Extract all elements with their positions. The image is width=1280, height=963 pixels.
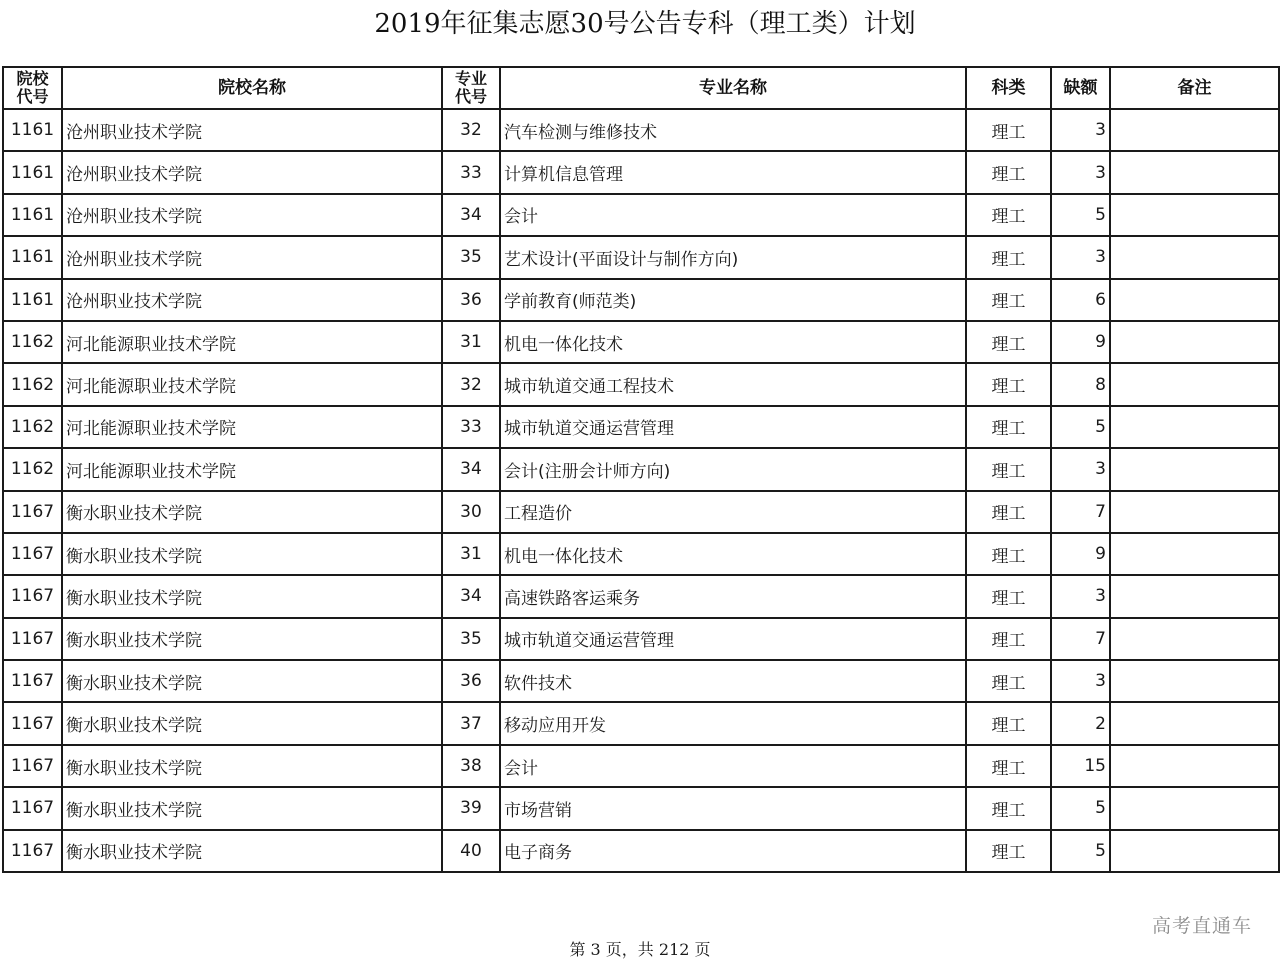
table-row — [3, 194, 1279, 236]
cell-note — [1110, 194, 1279, 236]
cell-major-name: 会计(注册会计师方向) — [500, 448, 966, 490]
cell-major-code: 33 — [442, 151, 500, 193]
cell-quota: 3 — [1051, 236, 1110, 278]
table-row — [3, 109, 1279, 151]
cell-school-code: 1167 — [3, 787, 62, 829]
table-row — [3, 533, 1279, 575]
cell-major-name: 高速铁路客运乘务 — [500, 575, 966, 617]
cell-school-name: 衡水职业技术学院 — [62, 702, 442, 744]
cell-school-name: 衡水职业技术学院 — [62, 830, 442, 872]
cell-quota: 8 — [1051, 363, 1110, 405]
cell-category: 理工 — [966, 448, 1051, 490]
cell-school-name: 衡水职业技术学院 — [62, 575, 442, 617]
cell-major-code: 34 — [442, 575, 500, 617]
table-row — [3, 321, 1279, 363]
cell-major-code: 34 — [442, 448, 500, 490]
cell-major-name: 会计 — [500, 194, 966, 236]
header-major-code — [442, 67, 500, 109]
cell-note — [1110, 830, 1279, 872]
table-row — [3, 491, 1279, 533]
header-major-code-line2: 代号 — [454, 87, 487, 106]
cell-category: 理工 — [966, 618, 1051, 660]
table-row — [3, 575, 1279, 617]
cell-quota: 9 — [1051, 533, 1110, 575]
cell-major-code: 39 — [442, 787, 500, 829]
cell-quota: 5 — [1051, 830, 1110, 872]
cell-category: 理工 — [966, 745, 1051, 787]
cell-major-name: 汽车检测与维修技术 — [500, 109, 966, 151]
cell-school-code: 1162 — [3, 448, 62, 490]
cell-note — [1110, 448, 1279, 490]
cell-school-code: 1167 — [3, 575, 62, 617]
header-note: 备注 — [1110, 67, 1279, 109]
cell-quota: 7 — [1051, 618, 1110, 660]
header-major-name: 专业名称 — [500, 67, 966, 109]
cell-category: 理工 — [966, 830, 1051, 872]
cell-quota: 3 — [1051, 575, 1110, 617]
cell-category: 理工 — [966, 660, 1051, 702]
cell-category: 理工 — [966, 406, 1051, 448]
cell-major-code: 35 — [442, 618, 500, 660]
table-row — [3, 406, 1279, 448]
cell-note — [1110, 363, 1279, 405]
cell-major-name: 工程造价 — [500, 491, 966, 533]
cell-major-name: 软件技术 — [500, 660, 966, 702]
cell-major-name: 学前教育(师范类) — [500, 279, 966, 321]
cell-major-name: 会计 — [500, 745, 966, 787]
cell-category: 理工 — [966, 151, 1051, 193]
cell-category: 理工 — [966, 321, 1051, 363]
cell-note — [1110, 702, 1279, 744]
cell-school-name: 衡水职业技术学院 — [62, 618, 442, 660]
cell-note — [1110, 533, 1279, 575]
table-body — [3, 109, 1279, 872]
cell-major-code: 30 — [442, 491, 500, 533]
cell-category: 理工 — [966, 279, 1051, 321]
page-footer: 第 3 页，共 212 页 — [569, 940, 711, 959]
cell-major-code: 31 — [442, 321, 500, 363]
cell-quota: 5 — [1051, 787, 1110, 829]
cell-note — [1110, 236, 1279, 278]
cell-category: 理工 — [966, 236, 1051, 278]
cell-school-code: 1167 — [3, 618, 62, 660]
cell-school-name: 河北能源职业技术学院 — [62, 448, 442, 490]
cell-major-code: 31 — [442, 533, 500, 575]
cell-major-code: 33 — [442, 406, 500, 448]
cell-quota: 15 — [1051, 745, 1110, 787]
cell-note — [1110, 787, 1279, 829]
header-quota: 缺额 — [1051, 67, 1110, 109]
table-row — [3, 830, 1279, 872]
cell-school-code: 1162 — [3, 406, 62, 448]
cell-major-name: 艺术设计(平面设计与制作方向) — [500, 236, 966, 278]
cell-note — [1110, 406, 1279, 448]
cell-note — [1110, 575, 1279, 617]
cell-note — [1110, 151, 1279, 193]
cell-school-name: 沧州职业技术学院 — [62, 236, 442, 278]
cell-school-code: 1161 — [3, 151, 62, 193]
cell-school-code: 1161 — [3, 194, 62, 236]
cell-quota: 3 — [1051, 448, 1110, 490]
cell-major-code: 36 — [442, 660, 500, 702]
cell-school-code: 1162 — [3, 363, 62, 405]
cell-note — [1110, 109, 1279, 151]
cell-school-code: 1161 — [3, 236, 62, 278]
table-row — [3, 618, 1279, 660]
cell-school-name: 河北能源职业技术学院 — [62, 363, 442, 405]
cell-school-name: 沧州职业技术学院 — [62, 109, 442, 151]
cell-category: 理工 — [966, 363, 1051, 405]
cell-major-code: 35 — [442, 236, 500, 278]
cell-major-name: 计算机信息管理 — [500, 151, 966, 193]
table-row — [3, 236, 1279, 278]
cell-category: 理工 — [966, 533, 1051, 575]
cell-school-code: 1162 — [3, 321, 62, 363]
cell-school-code: 1161 — [3, 109, 62, 151]
cell-quota: 3 — [1051, 151, 1110, 193]
cell-school-name: 衡水职业技术学院 — [62, 660, 442, 702]
cell-school-code: 1167 — [3, 533, 62, 575]
cell-major-name: 城市轨道交通运营管理 — [500, 406, 966, 448]
header-category: 科类 — [966, 67, 1051, 109]
cell-school-name: 沧州职业技术学院 — [62, 194, 442, 236]
cell-school-code: 1167 — [3, 491, 62, 533]
cell-quota: 9 — [1051, 321, 1110, 363]
plan-table — [2, 66, 1280, 873]
cell-school-name: 衡水职业技术学院 — [62, 787, 442, 829]
cell-school-code: 1167 — [3, 830, 62, 872]
cell-major-code: 32 — [442, 109, 500, 151]
header-major-code-line1: 专业 — [454, 69, 487, 88]
cell-major-name: 机电一体化技术 — [500, 321, 966, 363]
cell-category: 理工 — [966, 702, 1051, 744]
cell-note — [1110, 491, 1279, 533]
table-row — [3, 363, 1279, 405]
page-title: 2019年征集志愿30号公告专科（理工类）计划 — [374, 9, 916, 39]
cell-school-name: 衡水职业技术学院 — [62, 533, 442, 575]
table-row — [3, 448, 1279, 490]
cell-major-name: 机电一体化技术 — [500, 533, 966, 575]
cell-category: 理工 — [966, 575, 1051, 617]
cell-school-name: 沧州职业技术学院 — [62, 151, 442, 193]
header-school-code-line1: 院校 — [16, 69, 49, 88]
cell-note — [1110, 618, 1279, 660]
cell-school-name: 河北能源职业技术学院 — [62, 406, 442, 448]
header-school-code-line2: 代号 — [16, 87, 49, 106]
table-row — [3, 745, 1279, 787]
cell-note — [1110, 279, 1279, 321]
cell-major-code: 36 — [442, 279, 500, 321]
cell-category: 理工 — [966, 787, 1051, 829]
cell-category: 理工 — [966, 491, 1051, 533]
cell-note — [1110, 660, 1279, 702]
cell-major-code: 34 — [442, 194, 500, 236]
cell-school-name: 沧州职业技术学院 — [62, 279, 442, 321]
cell-school-name: 河北能源职业技术学院 — [62, 321, 442, 363]
cell-school-code: 1167 — [3, 745, 62, 787]
cell-major-code: 32 — [442, 363, 500, 405]
cell-major-code: 38 — [442, 745, 500, 787]
table-row — [3, 702, 1279, 744]
cell-quota: 5 — [1051, 194, 1110, 236]
cell-note — [1110, 321, 1279, 363]
cell-quota: 3 — [1051, 109, 1110, 151]
cell-major-name: 城市轨道交通运营管理 — [500, 618, 966, 660]
cell-category: 理工 — [966, 109, 1051, 151]
cell-major-name: 城市轨道交通工程技术 — [500, 363, 966, 405]
cell-quota: 6 — [1051, 279, 1110, 321]
cell-note — [1110, 745, 1279, 787]
table-row — [3, 787, 1279, 829]
table-row — [3, 279, 1279, 321]
watermark: 高考直通车 — [1151, 915, 1252, 937]
cell-major-code: 37 — [442, 702, 500, 744]
cell-school-code: 1167 — [3, 702, 62, 744]
cell-category: 理工 — [966, 194, 1051, 236]
table-header-row — [3, 67, 1279, 109]
cell-school-name: 衡水职业技术学院 — [62, 491, 442, 533]
cell-quota: 2 — [1051, 702, 1110, 744]
table-row — [3, 660, 1279, 702]
cell-quota: 3 — [1051, 660, 1110, 702]
table-row — [3, 151, 1279, 193]
cell-school-code: 1167 — [3, 660, 62, 702]
cell-major-name: 电子商务 — [500, 830, 966, 872]
header-school-name: 院校名称 — [62, 67, 442, 109]
cell-major-name: 移动应用开发 — [500, 702, 966, 744]
header-school-code — [3, 67, 62, 109]
cell-major-name: 市场营销 — [500, 787, 966, 829]
cell-school-name: 衡水职业技术学院 — [62, 745, 442, 787]
cell-quota: 7 — [1051, 491, 1110, 533]
cell-major-code: 40 — [442, 830, 500, 872]
cell-quota: 5 — [1051, 406, 1110, 448]
cell-school-code: 1161 — [3, 279, 62, 321]
